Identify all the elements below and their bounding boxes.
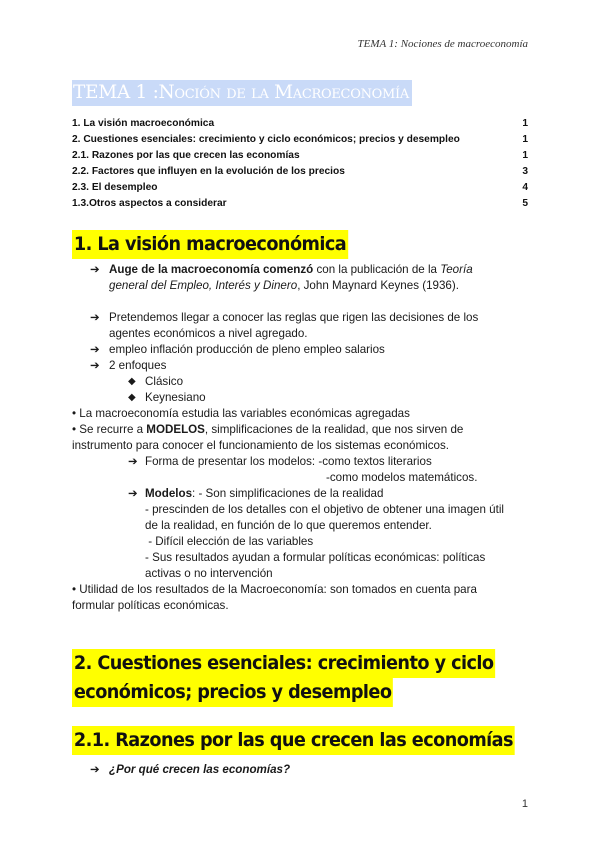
models-detail: - Sus resultados ayudan a formular políticas económicas: políticas [145,551,486,564]
approach-item: Keynesiano [145,391,206,404]
arrow-bullet-icon: ➔ [90,311,100,324]
arrow-bullet-icon: ➔ [90,763,100,776]
paragraph-utilidad-cont: formular políticas económicas. [72,599,229,612]
arrow-bullet-icon: ➔ [90,263,100,276]
question-crecimiento: ¿Por qué crecen las economías? [109,763,291,776]
arrow-bullet-icon: ➔ [90,343,100,356]
toc-entry[interactable]: 2.1. Razones por las que crecen las economías 1 [72,150,528,161]
running-header: TEMA 1: Nociones de macroeconomía [357,38,528,50]
paragraph-agregadas: • La macroeconomía estudia las variables económicas agregadas [72,407,410,420]
paragraph-utilidad: • Utilidad de los resultados de la Macroeconomía: son tomados en cuenta para [72,583,477,596]
toc-entry[interactable]: 1. La visión macroeconómica 1 [72,118,528,129]
section-2-heading-cont: económicos; precios y desempleo [72,678,417,707]
section-1-heading: 1. La visión macroeconómica [72,230,369,259]
bullet-enfoques: 2 enfoques [109,359,167,372]
models-detail: - prescinden de los detalles con el objetivo de obtener una imagen útil [145,503,504,516]
models-detail: activas o no intervención [145,567,273,580]
diamond-bullet-icon: ◆ [128,376,136,387]
approach-item: Clásico [145,375,184,388]
toc-entry[interactable]: 2. Cuestiones esenciales: crecimiento y ciclo económicos; precios y desempleo 1 [72,134,528,145]
arrow-bullet-icon: ➔ [128,455,138,468]
models-detail: de la realidad, en función de lo que queremos entender. [145,519,432,532]
paragraph-modelos: • Se recurre a MODELOS, simplificaciones de la realidad, que nos sirven de [72,423,464,436]
models-detail: - Difícil elección de las variables [145,535,314,548]
section-2-heading: 2. Cuestiones esenciales: crecimiento y ciclo [72,649,527,678]
bullet-auge-cont: general del Empleo, Interés y Dinero, John Maynard Keynes (1936). [109,279,459,292]
bullet-auge: Auge de la macroeconomía comenzó con la publicación de la Teoría [109,263,473,276]
toc-entry[interactable]: 1.3.Otros aspectos a considerar 5 [72,198,528,209]
models-form: Forma de presentar los modelos: -como textos literarios [145,455,432,468]
toc-entry[interactable]: 2.2. Factores que influyen en la evolución de los precios 3 [72,166,528,177]
page-number: 1 [521,798,528,810]
paragraph-modelos-cont: instrumento para conocer el funcionamiento de los sistemas económicos. [72,439,449,452]
section-2-1-heading: 2.1. Razones por las que crecen las economías [72,726,548,755]
arrow-bullet-icon: ➔ [90,359,100,372]
models-definition: Modelos: - Son simplificaciones de la realidad [145,487,384,500]
table-of-contents [72,116,528,212]
bullet-pretendemos-cont: agentes económicos a nivel agregado. [109,327,308,340]
models-form-cont: -como modelos matemáticos. [326,471,478,484]
toc-entry[interactable]: 2.3. El desempleo 4 [72,182,528,193]
document-title: TEMA 1 :Noción de la Macroeconomía [72,80,412,106]
bullet-variables: empleo inflación producción de pleno empleo salarios [109,343,385,356]
diamond-bullet-icon: ◆ [128,392,136,403]
arrow-bullet-icon: ➔ [128,487,138,500]
bullet-pretendemos: Pretendemos llegar a conocer las reglas que rigen las decisiones de los [109,311,479,324]
